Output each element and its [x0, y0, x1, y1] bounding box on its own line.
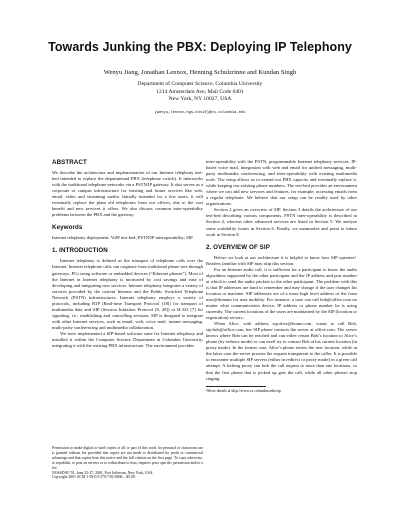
abstract-text: We describe the architecture and implementation of our Internet telephony test-bed intended to replace the departmental PBX (telephone switch). It interworks with the traditional telephone networks via a PSTN/IP gateway. It also serves as a corporate or campus infrastructure for existing and future services like web, email, video and streaming media. Initially intended for a few users, it will eventually replace the plain old telephones from our offices, due to the cost benefit and new services it offers. We also discuss common inter-operability problems between the PBX and the gateway.	[52, 170, 203, 218]
right-paragraph-2: Section 2 gives an overview of SIP. Section 3 details the architecture of our test-bed describing various components. PSTN inter-operability is described in Section 4, whereas other advanced services are listed in Section 5. We analyze some scalability issues in Section 6. Finally, we summarize and point to future work in Section 8.	[206, 207, 357, 237]
footnote: ¹More details at http://www.cs.columbia.edu/sip	[206, 388, 281, 393]
overview-paragraph-1: Before we look at our architecture it is helpful to know how SIP operates¹. Readers familiar with SIP may skip this section.	[206, 254, 357, 266]
author-emails: {wenyu,lennox,hgs,kns10}@cs.columbia.edu	[154, 111, 246, 115]
right-column	[206, 159, 357, 394]
keywords-heading: Keywords	[52, 224, 83, 232]
affiliation-city: New York, NY 10027, USA	[168, 96, 232, 102]
permission-text: Permission to make digital or hard copies of all or part of this work for personal or classroom use is granted without fee provided that copies are not made or distributed for profit or commercial advantage and that copies bear this notice and the full citation on the first page. To copy otherwise, to republish, to post on servers or to redistribute to lists, requires prior specific permission and/or a fee.	[52, 446, 203, 470]
overview-heading: 2. OVERVIEW OF SIP	[206, 243, 270, 251]
venue-line: NOSSDAV’01, June 25-27, 2001, Port Jefferson, New York, USA.	[52, 470, 154, 475]
keywords-text: Internet telephony deployment; VoIP test-bed; PSTN/IP interoperability; SIP	[52, 235, 193, 241]
intro-paragraph-1: Internet telephony is defined as the transport of telephone calls over the Internet. Internet telephone calls can originate from traditional phone sets through gateways, PCs using software or embedded devices (“Ethernet phones”). Most of the Internet in Internet telephony is motivated by cost savings and ease of developing and integrating new services. Internet telephony integrates a variety of services provided by the current Internet and the Public Switched Telephone Network (PSTN) infrastructures. Internet telephony employs a variety of protocols, including RTP (Real-time Transport Protocol [18]) for transport of multimedia data and SIP (Session Initiation Protocol [8, 20]) or H.323 [7] for signaling, i.e., establishing and controlling sessions. SIP is designed to integrate with other Internet services, such as email, web, voice mail, instant messaging, multi-party conferencing and multimedia collaboration.	[52, 258, 203, 330]
abstract-heading: ABSTRACT	[52, 159, 87, 166]
overview-paragraph-3: When Alice, with address sip:alice@home.com, wants to call Bob, sip:bob@office.com, her SIP phone contacts the server at office.com. The server knows where Bob can be reached and can either return Bob’s location to Alice’s phone (by redirect mode) or can itself try to contact Bob at his current location (in proxy mode). In the former case, Alice’s phone retries the new location, while in the latter case the server proxies the request transparent to the caller. It is possible to encounter multiple SIP servers (either in redirect or proxy mode) in a given call attempt. A forking proxy can fork the call request to more than one locations, so that the first phone that is picked up gets the call, while all other phones stop ringing.	[206, 321, 357, 381]
footnote-divider	[206, 386, 266, 387]
copyright-line: Copyright 2001 ACM 1-58113-370-7/01/0006 ...$5.00.	[52, 475, 136, 480]
paper-title: Towards Junking the PBX: Deploying IP Telephony	[48, 40, 352, 54]
intro-heading: 1. INTRODUCTION	[52, 247, 108, 255]
affiliation-dept: Department of Computer Science, Columbia University	[137, 81, 263, 87]
permission-notice	[52, 446, 203, 480]
left-column	[52, 159, 203, 349]
affiliation-street: 1214 Amsterdam Ave, Mail Code 0401	[156, 88, 244, 95]
author-list: Wenyu Jiang, Jonathan Lennox, Henning Schulzrinne and Kundan Singh	[103, 69, 297, 76]
overview-paragraph-2: For an Internet audio call, it is sufficient for a participant to know the audio algorithms supported by the other participant and the IP address and port number at which to send the audio packets to the other participant. The problem with this is that IP addresses are hard to remember and may change if the user changes his location or machine. SIP addresses are of a more high level address of the form user@domain for user mobility. For instance, a user can call bob@office.com no matter what communication device, IP address or phone number he is using currently. The current locations of the users are maintained by the SIP (location or registration) servers.	[206, 266, 357, 321]
right-paragraph-1: inter-operability with the PSTN, programmable Internet telephony services, IP-based voice mail, integration with web and email for unified messaging, multi-party multimedia conferencing, and inter-operability with existing multimedia tools. The setup allows us to extend our PBX capacity and eventually replace it, while keeping our existing phone numbers. The test-bed provides an environment where we can add new services and features, for example, accessing emails from a regular telephone. We believe that our setup can be readily used by other organizations.	[206, 159, 357, 207]
intro-paragraph-2: We have implemented a SIP-based software suite for Internet telephony and installed it within the Computer Science Department at Columbia University, integrating it with the existing PBX infrastructure. The environment provides	[52, 330, 203, 349]
